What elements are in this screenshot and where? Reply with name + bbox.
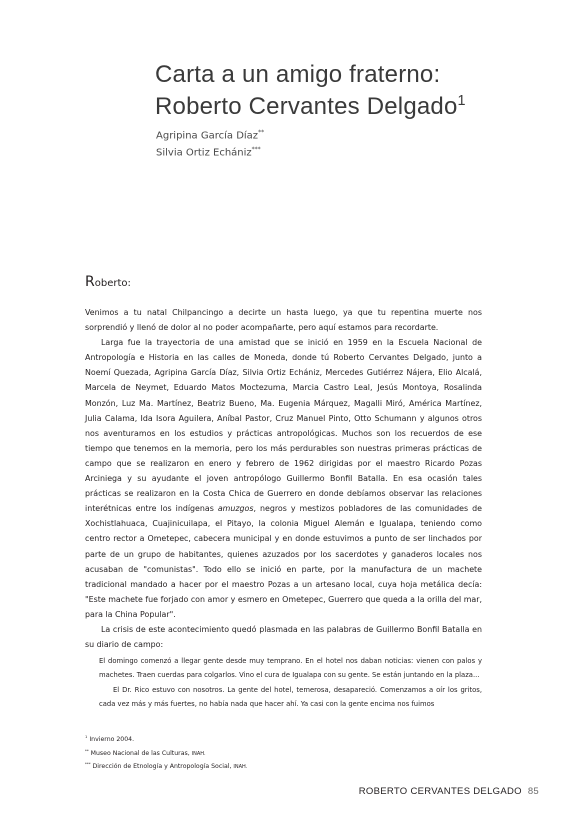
body-paragraph-2	[85, 335, 482, 622]
body-paragraph-2-tail: , negros y mestizos pobladores de las comunidades de Xochistlahuaca, Cuajinicuilapa, el Pitayo, la colonia Miguel Alemán e Igualapa, teniendo como centro rector a Ometepec, cabecera municipal y en donde estuvimos a punto de ser linchados por parte de un grupo de habitantes, quienes azuzados por los sacerdotes y ganaderos locales nos acusaban de "comunistas". Todo ello se inició en parte, por la manufactura de un machete tradicional mandado a hacer por el maestro Pozas a un artesano local, cuya hoja metálica decía: "Este machete fue forjado con amor y esmero en Ometepec, Guerrero que queda a la orilla del mar, para la China Popular".	[85, 504, 482, 619]
footnote-2	[85, 746, 247, 760]
footnote-1-text: Invierno 2004.	[89, 736, 135, 744]
page-footer	[359, 786, 539, 797]
running-head: ROBERTO CERVANTES DELGADO	[358, 786, 522, 797]
footnote-3	[85, 759, 247, 773]
body-paragraph-1: Venimos a tu natal Chilpancingo a decirte un hasta luego, ya que tu repentina muerte nos sorprendió y llenó de dolor al no poder acompañarte, pero aquí estamos para recordarte.	[85, 308, 482, 333]
footnote-3-mark: ***	[85, 762, 91, 767]
author-2	[156, 143, 264, 160]
author-2-name: Silvia Ortiz Echániz	[156, 147, 252, 159]
salutation-initial: R	[85, 274, 95, 290]
footnotes	[85, 732, 247, 773]
body-paragraph-2-text: Larga fue la trayectoria de una amistad que se inició en 1959 en la Escuela Nacional de Antropología e Historia en las calles de Moneda, donde tú Roberto Cervantes Delgado, junto a Noemí Quezada, Agripina García Díaz, Silvia Ortiz Echániz, Mercedes Gutiérrez Nájera, Elio Alcalá, Marcela de Neymet, Eduardo Matos Moctezuma, Marcia Castro Leal, Jesús Montoya, Rosalinda Monzón, Luz Ma. Martínez, Beatriz Bueno, Ma. Eugenia Márquez, Magalli Miró, América Martínez, Julia Calama, Ida Isora Aguilera, Aníbal Pastor, Cruz Manuel Pinto, Otto Schumann y algunos otros nos aventuramos en los estudios y prácticas antropológicas. Muchos son los recuerdos de ese tiempo que tenemos en la memoria, pero los más perdurables son nuestras primeras prácticas de campo que se realizaron en enero y febrero de 1962 dirigidas por el maestro Ricardo Pozas Arciniega y su ayudante el joven antropólogo Guillermo Bonfil Batalla. En esa ocasión tales prácticas se realizaron en la Costa Chica de Guerrero en donde debíamos observar las relaciones interétnicas entre los indígenas	[85, 338, 482, 514]
title-line-2	[155, 88, 545, 120]
salutation-rest: oberto:	[94, 278, 131, 289]
footnote-1-mark: 1	[85, 735, 88, 739]
body-paragraph-3: La crisis de este acontecimiento quedó plasmada en las palabras de Guillermo Bonfil Batalla en su diario de campo:	[85, 624, 482, 650]
letter-body	[85, 305, 482, 652]
italic-term: amuzgos	[217, 504, 254, 514]
footnote-1	[85, 732, 247, 746]
title-line-2-text: Roberto Cervantes Delgado	[155, 93, 458, 120]
footnote-3-small: INAH.	[233, 764, 248, 771]
letter-salutation	[85, 274, 131, 290]
quote-paragraph-1: El domingo comenzó a llegar gente desde muy temprano. En el hotel nos daban noticias: vienen con palos y machetes. Traen cuerdas para colgarlos. Vino el cura de Igualapa con su gente. Se están juntando en la plaza...	[99, 657, 482, 680]
footnote-2-text: Museo Nacional de las Culturas,	[90, 749, 190, 757]
footnote-2-mark: **	[85, 748, 89, 753]
quote-paragraph-2: El Dr. Rico estuvo con nosotros. La gente del hotel, temerosa, desapareció. Comenzamos a oír los gritos, cada vez más y más fuertes, no había nada que hacer ahí. Ya casi con la gente encima nos fuimos	[99, 685, 482, 708]
block-quote	[99, 654, 482, 711]
author-1-name: Agripina García Díaz	[156, 130, 259, 142]
author-1	[156, 126, 264, 143]
page-number: 85	[527, 786, 539, 797]
author-list	[156, 126, 264, 161]
author-2-mark: ***	[251, 146, 261, 154]
article-title	[155, 62, 545, 120]
footnote-3-text: Dirección de Etnología y Antropología Social,	[92, 763, 232, 771]
title-line-1: Carta a un amigo fraterno:	[155, 61, 441, 88]
footnote-2-small: INAH.	[191, 750, 206, 757]
author-1-mark: **	[258, 129, 265, 136]
title-footnote-mark: 1	[457, 93, 466, 109]
